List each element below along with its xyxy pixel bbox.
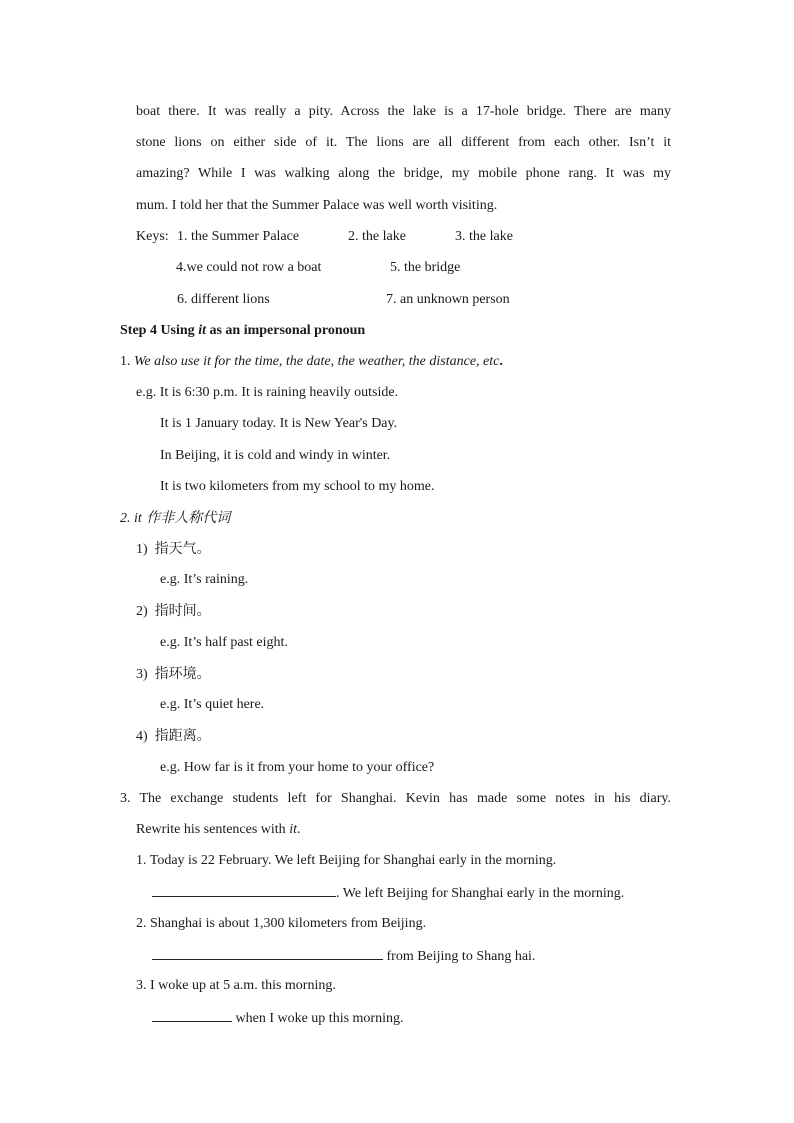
answer-3-text: when I woke up this morning.: [232, 1011, 404, 1026]
step4-heading: [120, 322, 365, 340]
key-2: 2. the lake: [348, 229, 406, 244]
question-2: 2. Shanghai is about 1,300 kilometers from Beijing.: [136, 916, 427, 931]
item1-title: [120, 353, 503, 371]
item2-num: 2.: [120, 511, 134, 526]
step4-prefix: Step 4 Using: [120, 323, 199, 338]
sub3-text: 指环境。: [154, 666, 211, 682]
item2-title: [120, 509, 230, 528]
keys-label: Keys:: [136, 229, 169, 244]
item3-line-1: 3. The exchange students left for Shanghai. Kevin has made some notes in his diary.: [120, 791, 671, 806]
item2-title-text: 作非人称代词: [141, 510, 231, 526]
passage-line-2: stone lions on either side of it. The lions are all different from each other. Isn’t it: [136, 135, 671, 150]
sub2-num: 2): [136, 604, 148, 619]
answer-1-text: . We left Beijing for Shanghai early in the morning.: [336, 886, 625, 901]
item2-sub-4-example: e.g. How far is it from your home to your office?: [160, 760, 435, 775]
answer-1-blank[interactable]: [152, 883, 336, 897]
item3-period: .: [296, 822, 301, 837]
sub4-num: 4): [136, 729, 148, 744]
item2-sub-3: [136, 665, 211, 684]
key-4: 4.we could not row a boat: [176, 260, 322, 275]
key-5: 5. the bridge: [390, 260, 461, 275]
passage-line-3: amazing? While I was walking along the bridge, my mobile phone rang. It was my: [136, 166, 671, 181]
question-3: 3. I woke up at 5 a.m. this morning.: [136, 978, 336, 993]
key-6: 6. different lions: [177, 292, 270, 307]
key-3: 3. the lake: [455, 229, 513, 244]
item3-it: it: [289, 822, 297, 837]
item1-example-1: e.g. It is 6:30 p.m. It is raining heavily outside.: [136, 385, 399, 400]
step4-it: it: [198, 323, 206, 338]
item3-rewrite: Rewrite his sentences with: [136, 822, 290, 837]
answer-2-text: from Beijing to Shang hai.: [383, 949, 536, 964]
item2-sub-1: [136, 540, 211, 559]
item1-example-2: It is 1 January today. It is New Year's Day.: [160, 416, 398, 431]
item1-end: .: [499, 354, 503, 369]
answer-3-row: [152, 1008, 403, 1028]
item2-sub-2-example: e.g. It’s half past eight.: [160, 635, 288, 650]
key-1: 1. the Summer Palace: [177, 229, 300, 244]
item2-it: it: [134, 511, 142, 526]
answer-2-blank[interactable]: [152, 946, 383, 960]
item2-sub-2: [136, 602, 211, 621]
sub3-num: 3): [136, 667, 148, 682]
item1-example-3: In Beijing, it is cold and windy in winter.: [160, 448, 391, 463]
item1-example-4: It is two kilometers from my school to my home.: [160, 479, 435, 494]
item2-sub-4: [136, 727, 211, 746]
sub2-text: 指时间。: [154, 603, 211, 619]
item3-line-2: [136, 821, 300, 839]
sub1-num: 1): [136, 542, 148, 557]
item1-num: 1.: [120, 354, 134, 369]
answer-1-row: [152, 883, 624, 903]
item1-text: We also use it for the time, the date, the weather, the distance, etc: [134, 354, 500, 369]
passage-line-4: mum. I told her that the Summer Palace was well worth visiting.: [136, 198, 498, 213]
step4-suffix: as an impersonal pronoun: [205, 323, 366, 338]
item2-sub-3-example: e.g. It’s quiet here.: [160, 697, 265, 712]
passage-line-1: boat there. It was really a pity. Across the lake is a 17-hole bridge. There are many: [136, 104, 671, 119]
key-7: 7. an unknown person: [386, 292, 510, 307]
answer-3-blank[interactable]: [152, 1008, 232, 1022]
item2-sub-1-example: e.g. It’s raining.: [160, 572, 249, 587]
question-1: 1. Today is 22 February. We left Beijing for Shanghai early in the morning.: [136, 853, 557, 868]
sub1-text: 指天气。: [154, 541, 211, 557]
answer-2-row: [152, 946, 535, 966]
sub4-text: 指距离。: [154, 728, 211, 744]
